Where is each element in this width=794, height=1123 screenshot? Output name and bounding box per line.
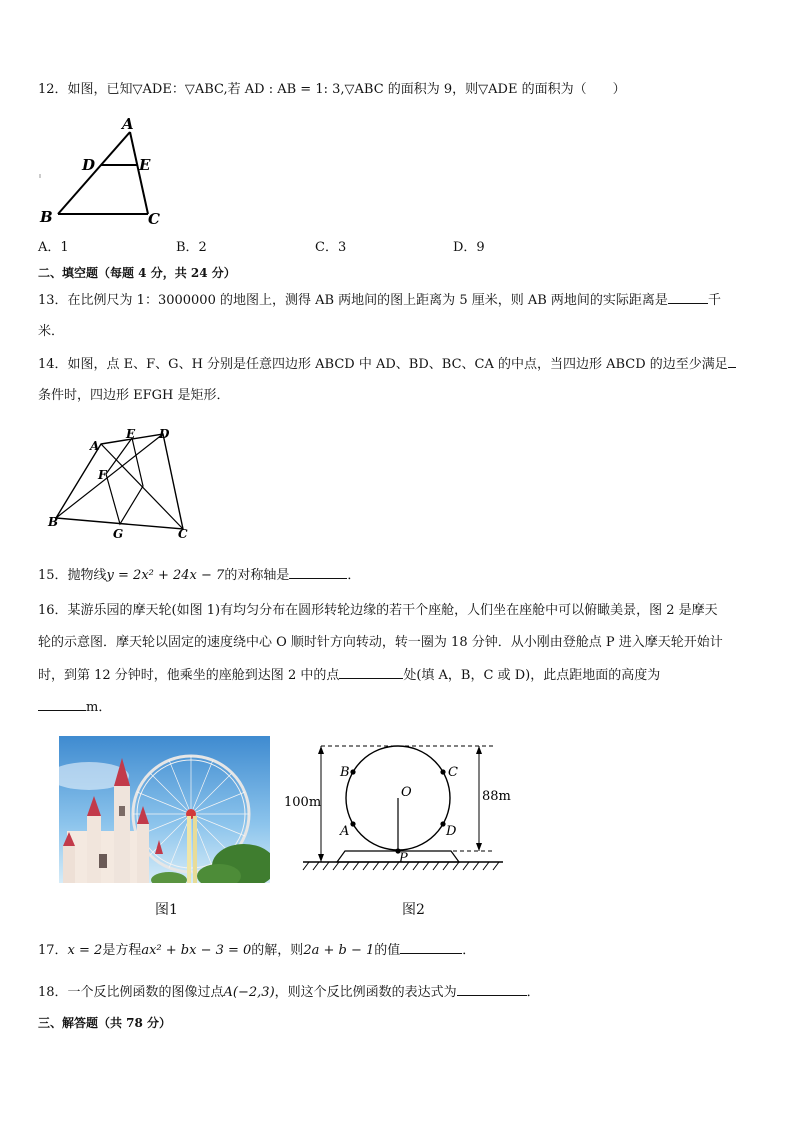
q12-option-a: A．1: [38, 240, 69, 255]
q12-option-b: B．2: [176, 240, 207, 255]
section-2-heading: 二、填空题（每题 4 分，共 24 分）: [38, 266, 236, 280]
q13-line2: 米．: [38, 324, 65, 339]
q12-option-d: D．9: [453, 240, 485, 255]
q14-label-e: E: [126, 427, 136, 441]
q14-label-d: D: [159, 427, 170, 441]
q14-line2: 条件时，四边形 EFGH 是矩形．: [38, 388, 230, 403]
fig2-label-b: B: [340, 765, 350, 780]
q13-line1: 13．在比例尺为 1：3000000 的地图上，测得 AB 两地间的图上距离为 5 厘米，则 AB 两地间的实际距离是 千: [38, 290, 721, 311]
fig2-label-100m: 100m: [284, 795, 322, 810]
q12-label-e: E: [139, 156, 151, 174]
q12-stem: 12．如图，已知▽ADE：▽ABC,若 AD : AB = 1: 3,▽ABC 的面积为 9，则▽ADE 的面积为（ ）: [38, 82, 626, 97]
figure-2-caption: 图2: [402, 902, 425, 918]
q14-label-g: G: [113, 527, 124, 541]
q16-line4: m．: [38, 697, 111, 718]
q14-label-a: A: [90, 439, 100, 453]
q18-line: 18．一个反比例函数的图像过点A(−2,3)，则这个反比例函数的表达式为 ．: [38, 982, 540, 1003]
q12-label-a: A: [122, 115, 134, 133]
q16-line2: 轮的示意图．摩天轮以固定的速度绕中心 O 顺时针方向转动，转一圈为 18 分钟．从小刚由登舱点 P 进入摩天轮开始计: [38, 635, 723, 650]
q14-label-f: F: [98, 468, 107, 482]
q12-triangle-figure: [38, 112, 178, 232]
q14-label-c: C: [178, 527, 188, 541]
fig2-label-c: C: [448, 765, 458, 780]
ferris-wheel-photo: [59, 736, 270, 883]
figure-1-caption: 图1: [155, 902, 178, 918]
q14-line1: 14．如图，点 E、F、G、H 分别是任意四边形 ABCD 中 AD、BD、BC、CA 的中点，当四边形 ABCD 的边至少满足: [38, 354, 736, 375]
q17-line: 17．x = 2是方程ax² + bx − 3 = 0的解，则2a + b − 1的值 ．: [38, 940, 475, 961]
q12-label-c: C: [148, 210, 160, 228]
fig2-label-a: A: [340, 824, 350, 839]
q12-label-b: B: [40, 208, 53, 226]
q16-line1: 16．某游乐园的摩天轮(如图 1)有均匀分布在圆形转轮边缘的若干个座舱，人们坐在座舱中可以俯瞰美景，图 2 是摩天: [38, 603, 718, 618]
q15-line: 15．抛物线y = 2x² + 24x − 7的对称轴是 ．: [38, 565, 360, 586]
fig2-label-p: P: [399, 851, 408, 866]
fig2-label-o: O: [401, 785, 412, 800]
q16-line3: 时，到第 12 分钟时，他乘坐的座舱到达图 2 中的点 处(填 A，B，C 或 D)，此点距地面的高度为: [38, 665, 660, 686]
section-3-heading: 三、解答题（共 78 分）: [38, 1016, 172, 1030]
fig2-label-88m: 88m: [482, 789, 511, 804]
q14-label-b: B: [48, 515, 59, 529]
q12-option-c: C．3: [315, 240, 347, 255]
q12-label-d: D: [82, 156, 96, 174]
ferris-wheel-diagram: [283, 738, 513, 873]
fig2-label-d: D: [446, 824, 457, 839]
q14-quadrilateral-figure: [46, 428, 216, 543]
